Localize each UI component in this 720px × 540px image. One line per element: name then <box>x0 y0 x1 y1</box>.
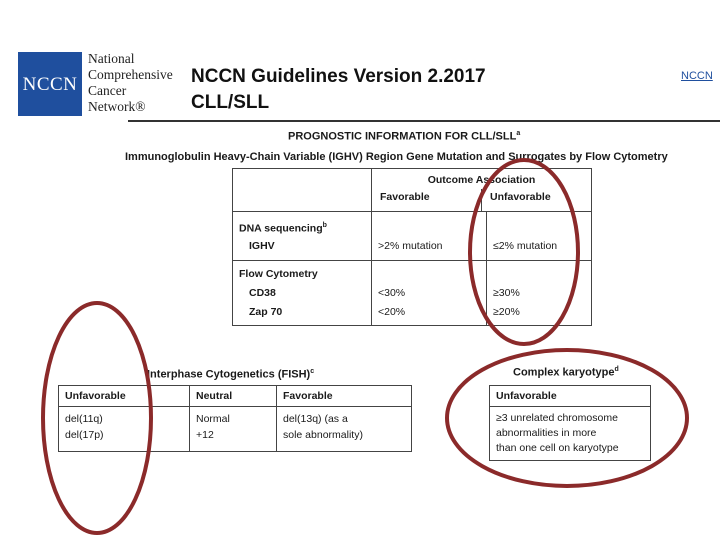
zap70-favorable-value: <20% <box>378 306 406 318</box>
cd38-favorable-value: <30% <box>378 287 406 299</box>
empty-header-cell <box>233 169 372 212</box>
header-divider <box>128 120 720 122</box>
karyotype-line: ≥3 unrelated chromosome <box>496 412 618 424</box>
table-row <box>59 407 412 452</box>
karyotype-title-text: Complex karyotype <box>513 366 615 379</box>
unfavorable-cell <box>487 261 592 326</box>
outcome-association-header: Outcome Association <box>427 174 536 186</box>
table-row <box>490 407 651 461</box>
karyotype-table <box>489 385 651 461</box>
fish-neutral-value: +12 <box>196 429 214 441</box>
logo-name-line: National <box>88 51 135 66</box>
fish-unfavorable-value: del(17p) <box>65 429 104 441</box>
ighv-outcome-table <box>232 168 592 326</box>
footnote-marker: c <box>310 368 315 375</box>
dna-sequencing-text: DNA sequencing <box>239 222 323 235</box>
karyotype-table-title <box>513 366 619 379</box>
row-label-cell <box>233 212 372 261</box>
fish-unfavorable-value: del(11q) <box>65 413 103 425</box>
guidelines-title: NCCN Guidelines Version 2.2017 <box>191 66 486 87</box>
cd38-unfavorable-value: ≥30% <box>493 287 520 299</box>
logo-name-line: Comprehensive <box>88 67 173 82</box>
footnote-marker: d <box>614 366 619 373</box>
section-title <box>288 130 520 143</box>
dna-sequencing-label <box>239 215 365 236</box>
section-title-text: PROGNOSTIC INFORMATION FOR CLL/SLL <box>288 130 517 143</box>
section-subtitle: Immunoglobulin Heavy-Chain Variable (IGHV) Region Gene Mutation and Surrogates by Flow Cytometry <box>125 151 668 163</box>
zap70-unfavorable-value: ≥20% <box>493 306 520 318</box>
guidelines-subtitle: CLL/SLL <box>191 92 270 113</box>
zap70-label: Zap 70 <box>249 306 283 318</box>
unfavorable-cell <box>487 212 592 261</box>
fish-favorable-value: sole abnormality) <box>283 429 363 441</box>
footnote-marker: b <box>322 222 327 229</box>
outcome-header-cell <box>372 169 592 212</box>
table-row <box>490 386 651 407</box>
logo-abbreviation: NCCN <box>22 74 78 95</box>
fish-neutral-value: Normal <box>196 413 230 425</box>
row-label-cell <box>233 261 372 326</box>
fish-table <box>58 385 412 452</box>
table-row <box>233 169 592 212</box>
table-row <box>233 212 592 261</box>
logo-name-line: Network® <box>88 99 146 114</box>
cd38-label: CD38 <box>249 287 276 299</box>
ighv-favorable-value: >2% mutation <box>378 240 443 252</box>
logo-name-line: Cancer <box>88 83 127 98</box>
favorable-column-header: Favorable <box>380 191 430 203</box>
ighv-label: IGHV <box>249 240 275 252</box>
logo-organization-name <box>88 51 173 115</box>
flow-cytometry-label: Flow Cytometry <box>239 268 318 280</box>
karyotype-line: than one cell on karyotype <box>496 442 619 454</box>
footnote-marker: a <box>516 130 521 137</box>
fish-neutral-cell <box>190 407 277 452</box>
karyotype-unfavorable-header: Unfavorable <box>490 386 651 407</box>
karyotype-unfavorable-cell <box>490 407 651 461</box>
ighv-unfavorable-value: ≤2% mutation <box>493 240 558 252</box>
fish-favorable-value: del(13q) (as a <box>283 413 348 425</box>
table-row <box>59 386 412 407</box>
nccn-link[interactable]: NCCN <box>681 70 713 82</box>
fish-unfavorable-cell <box>59 407 190 452</box>
fish-favorable-cell <box>277 407 412 452</box>
fish-unfavorable-header: Unfavorable <box>59 386 190 407</box>
fish-table-title <box>147 368 314 381</box>
fish-favorable-header: Favorable <box>277 386 412 407</box>
fish-neutral-header: Neutral <box>190 386 277 407</box>
unfavorable-column-header: Unfavorable <box>481 189 591 211</box>
karyotype-line: abnormalities in more <box>496 427 597 439</box>
favorable-cell <box>372 212 487 261</box>
nccn-logo <box>18 52 82 116</box>
favorable-cell <box>372 261 487 326</box>
table-row <box>233 261 592 326</box>
fish-title-text: Interphase Cytogenetics (FISH) <box>147 368 311 381</box>
